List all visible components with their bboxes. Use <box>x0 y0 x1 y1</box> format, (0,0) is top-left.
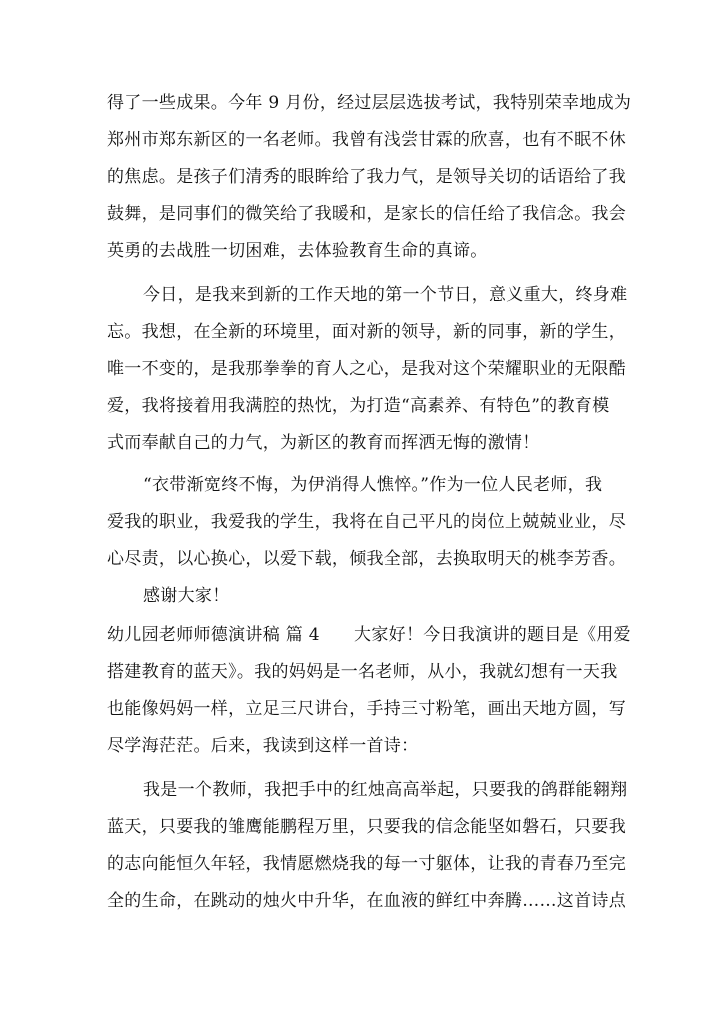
paragraph-start-line: 今日，是我来到新的工作天地的第一个节日，意义重大，终身难 <box>143 285 628 305</box>
text-line: 尽学海茫茫。后来，我读到这样一首诗： <box>107 736 419 756</box>
text-line: 郑州市郑东新区的一名老师。我曾有浅尝甘霖的欣喜，也有不眠不休 <box>107 130 626 150</box>
text-line: 也能像妈妈一样，立足三尺讲台，手持三寸粉笔，画出天地方圆，写 <box>107 699 626 719</box>
text-line: 的志向能恒久年轻，我情愿燃烧我的每一寸躯体，让我的青春乃至完 <box>107 854 626 874</box>
section-title-line: 幼儿园老师师德演讲稿 篇 4 大家好！今日我演讲的题目是《用爱 <box>107 625 631 645</box>
text-line: 爱，我将接着用我满腔的热忱，为打造“高素养、有特色”的教育模 <box>107 396 610 416</box>
text-line: 爱我的职业，我爱我的学生，我将在自己平凡的岗位上兢兢业业，尽 <box>107 512 626 532</box>
quote-paragraph-start-line: “衣带渐宽终不悔，为伊消得人憔悴。”作为一位人民老师，我 <box>143 475 603 495</box>
text-line: 全的生命，在跳动的烛火中升华，在血液的鲜红中奔腾……这首诗点 <box>107 891 626 911</box>
text-line: 搭建教育的蓝天》。我的妈妈是一名老师，从小，我就幻想有一天我 <box>107 662 618 682</box>
closing-line: 感谢大家！ <box>143 586 230 606</box>
text-line: 式而奉献自己的力气，为新区的教育而挥洒无悔的激情！ <box>107 433 540 453</box>
text-line: 鼓舞，是同事们的微笑给了我暖和，是家长的信任给了我信念。我会 <box>107 204 626 224</box>
text-line: 忘。我想，在全新的环境里，面对新的领导，新的同事，新的学生， <box>107 322 626 342</box>
text-line: 英勇的去战胜一切困难，去体验教育生命的真谛。 <box>107 241 488 261</box>
text-line: 的焦虑。是孩子们清秀的眼眸给了我力气，是领导关切的话语给了我 <box>107 167 626 187</box>
text-line: 心尽责，以心换心，以爱下载，倾我全部，去换取明天的桃李芳香。 <box>107 549 626 569</box>
text-line: 得了一些成果。今年 9 月份，经过层层选拔考试，我特别荣幸地成为 <box>107 93 632 113</box>
text-line: 唯一不变的，是我那拳拳的育人之心，是我对这个荣耀职业的无限酷 <box>107 359 626 379</box>
text-line: 蓝天，只要我的雏鹰能鹏程万里，只要我的信念能坚如磐石，只要我 <box>107 817 626 837</box>
poem-paragraph-start-line: 我是一个教师，我把手中的红烛高高举起，只要我的鸽群能翱翔 <box>143 780 628 800</box>
